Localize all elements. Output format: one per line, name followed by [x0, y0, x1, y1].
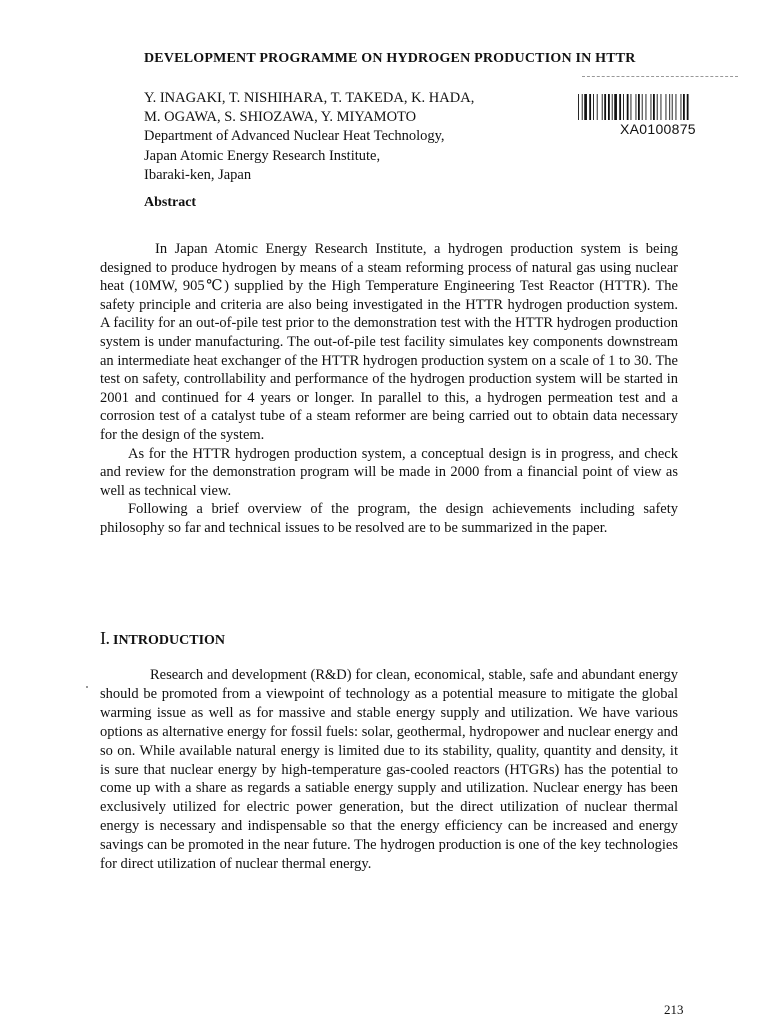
section-number: I	[100, 628, 106, 648]
author-block	[144, 89, 544, 185]
barcode-image	[578, 94, 738, 120]
affiliation-line: Ibaraki-ken, Japan	[144, 166, 252, 183]
document-code: XA0100875	[620, 121, 696, 137]
introduction-paragraph: Research and development (R&D) for clean, economical, stable, safe and abundant energy should be promoted from a viewpoint of technology as a potential measure to mitigate the global warming issue as well as for massive and stable energy supply and utilization. We have various options as alternative energy for fossil fuels: solar, geothermal, hydropower and nuclear energy and so on. While available natural energy is limited due to its stability, quality, quantity and density, it is sure that nuclear energy by high-temperature gas-cooled reactors (HTGRs) has the potential to come up with a share as regards a satiable energy supply and utilization. Nuclear energy has been exclusively utilized for electric power generation, but the direct utilization of nuclear thermal energy is necessary and indispensable so that the energy efficiency can be increased and energy savings can be promoted in the near future. The hydrogen production is one of the key technologies for direct utilization of nuclear thermal energy.	[100, 667, 678, 873]
abstract-paragraph: Following a brief overview of the program, the design achievements including safety philosophy so far and technical issues to be resolved are to be summarized in the paper.	[100, 501, 678, 536]
paper-title: DEVELOPMENT PROGRAMME ON HYDROGEN PRODUCTION IN HTTR	[144, 51, 636, 66]
page-number: 213	[664, 1002, 684, 1017]
scan-speck	[86, 686, 88, 688]
author-line: M. OGAWA, S. SHIOZAWA, Y. MIYAMOTO	[144, 109, 417, 126]
author-line: Y. INAGAKI, T. NISHIHARA, T. TAKEDA, K. HADA,	[144, 90, 475, 106]
abstract-body	[100, 240, 678, 538]
abstract-paragraph: As for the HTTR hydrogen production system, a conceptual design is in progress, and check and review for the demonstration program will be made in 2000 from a financial point of view as well as technical view.	[100, 445, 678, 499]
divider	[582, 76, 738, 77]
introduction-body	[100, 666, 678, 874]
affiliation-line: Department of Advanced Nuclear Heat Technology,	[144, 128, 445, 145]
affiliation-line: Japan Atomic Energy Research Institute,	[144, 147, 381, 164]
abstract-paragraph: In Japan Atomic Energy Research Institute, a hydrogen production system is being designed to produce hydrogen by means of a steam reforming process of natural gas using nuclear heat (10MW, 905℃) supplied by the High Temperature Engineering Test Reactor (HTTR). The safety principle and criteria are also being investigated in the HTTR hydrogen production system. A facility for an out-of-pile test prior to the demonstration test with the HTTR hydrogen production system is under manufacturing. The out-of-pile test facility simulates key components downstream an intermediate heat exchanger of the HTTR hydrogen production system on a scale of 1 to 30. The test on safety, controllability and performance of the hydrogen production system will be started in 2001 and continued for 4 years or longer. In parallel to this, a hydrogen permeation test and a corrosion test of a catalyst tube of a steam reformer are being carried out to obtain data necessary for the design of the system.	[100, 241, 678, 443]
section-title: . INTRODUCTION	[106, 633, 226, 648]
document-barcode-block	[574, 76, 740, 142]
abstract-heading: Abstract	[144, 195, 197, 210]
section-heading-introduction	[100, 628, 225, 649]
